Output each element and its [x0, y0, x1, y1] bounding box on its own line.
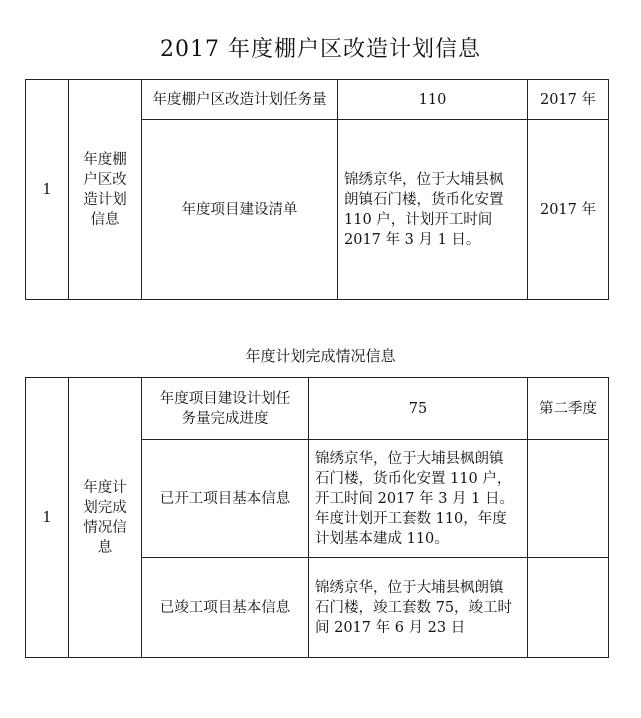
progress-table	[25, 377, 609, 658]
plan-table	[25, 79, 609, 300]
text-line: 2017 年 3 月 1 日。	[344, 231, 481, 248]
task-value-cell: 110	[338, 80, 528, 120]
completed-quarter-cell	[528, 558, 609, 658]
project-list-year-cell: 2017 年	[528, 120, 609, 300]
progress-label-cell	[142, 378, 309, 440]
text-line: 锦绣京华，位于大埔县枫	[344, 171, 504, 188]
task-label-cell: 年度棚户区改造计划任务量	[142, 80, 338, 120]
task-year-cell: 2017 年	[528, 80, 609, 120]
started-value-cell	[309, 440, 528, 558]
started-label-cell: 已开工项目基本信息	[142, 440, 309, 558]
project-list-value-cell	[338, 120, 528, 300]
category-cell	[69, 80, 142, 300]
text-line: 间 2017 年 6 月 23 日	[315, 619, 466, 636]
text-line: 年度计划开工套数 110，年度	[315, 510, 507, 527]
text-line: 锦绣京华，位于大埔县枫朗镇	[315, 579, 504, 596]
progress-value-cell: 75	[309, 378, 528, 440]
row-index: 1	[26, 80, 69, 300]
section-subtitle: 年度计划完成情况信息	[245, 347, 396, 365]
text-line: 石门楼，竣工套数 75，竣工时	[315, 599, 513, 616]
completed-label-cell: 已竣工项目基本信息	[142, 558, 309, 658]
category-line: 户区改	[83, 171, 127, 188]
started-quarter-cell	[528, 440, 609, 558]
category-line: 年度计	[83, 479, 127, 496]
project-list-label-cell: 年度项目建设清单	[142, 120, 338, 300]
category-line: 情况信	[83, 519, 127, 536]
category-line: 划完成	[83, 499, 127, 516]
category-line: 年度棚	[83, 151, 127, 168]
text-line: 计划基本建成 110。	[315, 530, 449, 547]
text-line: 石门楼，货币化安置 110 户，	[315, 470, 512, 487]
text-line: 务量完成进度	[181, 410, 269, 427]
category-cell	[69, 378, 142, 658]
progress-quarter-cell: 第二季度	[528, 378, 609, 440]
text-line: 110 户，计划开工时间	[344, 211, 493, 228]
text-line: 锦绣京华，位于大埔县枫朗镇	[315, 450, 504, 467]
text-line: 年度项目建设计划任	[159, 390, 291, 407]
completed-value-cell	[309, 558, 528, 658]
category-line: 造计划	[83, 191, 127, 208]
row-index: 1	[26, 378, 69, 658]
category-line: 息	[97, 539, 113, 556]
text-line: 开工时间 2017 年 3 月 1 日。	[315, 490, 515, 507]
text-line: 朗镇石门楼，货币化安置	[344, 191, 504, 208]
category-line: 信息	[90, 211, 120, 228]
page-title: 2017 年度棚户区改造计划信息	[160, 37, 481, 62]
